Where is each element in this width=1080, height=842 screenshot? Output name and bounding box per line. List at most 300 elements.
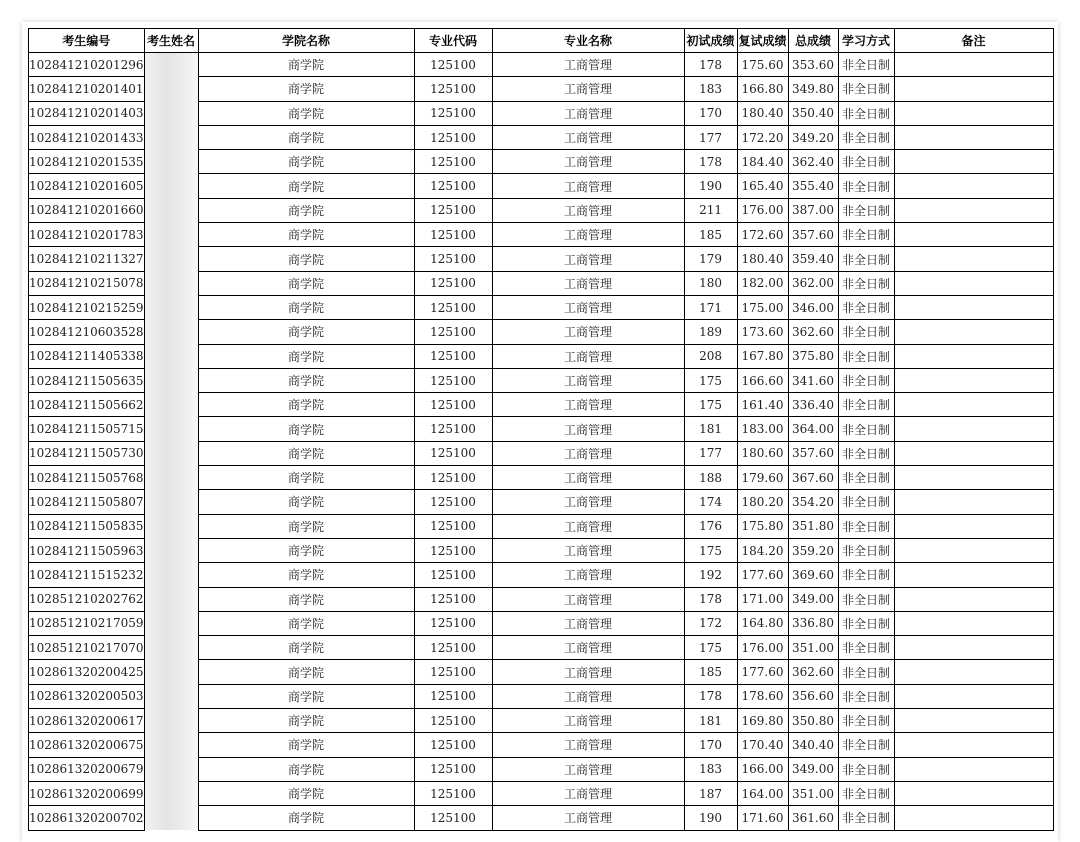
- cell-name-redacted: [144, 806, 198, 830]
- cell-retest-score: 165.40: [737, 174, 788, 198]
- cell-initial-score: 185: [684, 660, 737, 684]
- cell-major-code: 125100: [414, 223, 492, 247]
- cell-study-mode: 非全日制: [838, 538, 894, 562]
- cell-name-redacted: [144, 150, 198, 174]
- cell-name-redacted: [144, 125, 198, 149]
- cell-college: 商学院: [198, 198, 414, 222]
- cell-name-redacted: [144, 514, 198, 538]
- cell-note: [894, 247, 1053, 271]
- table-row: [29, 514, 1054, 538]
- cell-major-name: 工商管理: [492, 466, 684, 490]
- cell-major-code: 125100: [414, 733, 492, 757]
- header-study-mode: 学习方式: [838, 29, 894, 53]
- cell-total-score: 349.20: [788, 125, 838, 149]
- cell-initial-score: 171: [684, 295, 737, 319]
- cell-college: 商学院: [198, 611, 414, 635]
- cell-major-code: 125100: [414, 393, 492, 417]
- cell-exam-id: 102851210202762: [29, 587, 145, 611]
- cell-total-score: 359.40: [788, 247, 838, 271]
- cell-total-score: 346.00: [788, 295, 838, 319]
- cell-retest-score: 183.00: [737, 417, 788, 441]
- cell-major-name: 工商管理: [492, 441, 684, 465]
- cell-college: 商学院: [198, 150, 414, 174]
- header-major-name: 专业名称: [492, 29, 684, 53]
- cell-total-score: 356.60: [788, 684, 838, 708]
- cell-total-score: 357.60: [788, 441, 838, 465]
- cell-study-mode: 非全日制: [838, 684, 894, 708]
- table-row: [29, 660, 1054, 684]
- header-row: [29, 29, 1054, 53]
- cell-initial-score: 183: [684, 757, 737, 781]
- cell-total-score: 351.00: [788, 781, 838, 805]
- cell-retest-score: 171.60: [737, 806, 788, 830]
- cell-college: 商学院: [198, 709, 414, 733]
- cell-major-code: 125100: [414, 587, 492, 611]
- cell-initial-score: 177: [684, 125, 737, 149]
- cell-exam-id: 102861320200675: [29, 733, 145, 757]
- table-row: [29, 636, 1054, 660]
- cell-exam-id: 102841210201296: [29, 53, 145, 77]
- cell-initial-score: 211: [684, 198, 737, 222]
- cell-note: [894, 611, 1053, 635]
- cell-exam-id: 102861320200679: [29, 757, 145, 781]
- cell-name-redacted: [144, 684, 198, 708]
- cell-major-name: 工商管理: [492, 417, 684, 441]
- cell-major-name: 工商管理: [492, 781, 684, 805]
- cell-name-redacted: [144, 709, 198, 733]
- header-note: 备注: [894, 29, 1053, 53]
- cell-total-score: 355.40: [788, 174, 838, 198]
- table-row: [29, 150, 1054, 174]
- cell-study-mode: 非全日制: [838, 295, 894, 319]
- cell-initial-score: 190: [684, 174, 737, 198]
- cell-major-code: 125100: [414, 709, 492, 733]
- cell-total-score: 369.60: [788, 563, 838, 587]
- cell-exam-id: 102851210217059: [29, 611, 145, 635]
- cell-exam-id: 102841210215259: [29, 295, 145, 319]
- cell-college: 商学院: [198, 757, 414, 781]
- cell-major-name: 工商管理: [492, 344, 684, 368]
- cell-name-redacted: [144, 441, 198, 465]
- table-row: [29, 781, 1054, 805]
- cell-college: 商学院: [198, 733, 414, 757]
- cell-retest-score: 166.80: [737, 77, 788, 101]
- cell-name-redacted: [144, 271, 198, 295]
- cell-major-code: 125100: [414, 563, 492, 587]
- cell-name-redacted: [144, 733, 198, 757]
- cell-study-mode: 非全日制: [838, 368, 894, 392]
- cell-note: [894, 320, 1053, 344]
- cell-exam-id: 102851210217070: [29, 636, 145, 660]
- cell-study-mode: 非全日制: [838, 660, 894, 684]
- cell-retest-score: 166.00: [737, 757, 788, 781]
- cell-note: [894, 490, 1053, 514]
- cell-initial-score: 178: [684, 53, 737, 77]
- cell-note: [894, 174, 1053, 198]
- cell-retest-score: 167.80: [737, 344, 788, 368]
- cell-major-name: 工商管理: [492, 660, 684, 684]
- cell-major-code: 125100: [414, 757, 492, 781]
- cell-note: [894, 77, 1053, 101]
- cell-note: [894, 223, 1053, 247]
- cell-total-score: 341.60: [788, 368, 838, 392]
- cell-initial-score: 185: [684, 223, 737, 247]
- cell-retest-score: 166.60: [737, 368, 788, 392]
- cell-name-redacted: [144, 781, 198, 805]
- cell-exam-id: 102861320200617: [29, 709, 145, 733]
- cell-name-redacted: [144, 320, 198, 344]
- cell-initial-score: 172: [684, 611, 737, 635]
- cell-name-redacted: [144, 660, 198, 684]
- table-row: [29, 587, 1054, 611]
- cell-note: [894, 757, 1053, 781]
- cell-retest-score: 177.60: [737, 563, 788, 587]
- cell-major-name: 工商管理: [492, 538, 684, 562]
- cell-retest-score: 175.00: [737, 295, 788, 319]
- cell-total-score: 362.00: [788, 271, 838, 295]
- cell-major-name: 工商管理: [492, 709, 684, 733]
- table-row: [29, 757, 1054, 781]
- cell-major-name: 工商管理: [492, 393, 684, 417]
- cell-study-mode: 非全日制: [838, 441, 894, 465]
- cell-note: [894, 150, 1053, 174]
- cell-study-mode: 非全日制: [838, 587, 894, 611]
- table-row: [29, 53, 1054, 77]
- cell-name-redacted: [144, 53, 198, 77]
- cell-initial-score: 178: [684, 684, 737, 708]
- cell-retest-score: 164.80: [737, 611, 788, 635]
- cell-college: 商学院: [198, 101, 414, 125]
- cell-major-name: 工商管理: [492, 611, 684, 635]
- table-row: [29, 368, 1054, 392]
- cell-major-code: 125100: [414, 77, 492, 101]
- cell-initial-score: 181: [684, 417, 737, 441]
- cell-note: [894, 417, 1053, 441]
- cell-total-score: 387.00: [788, 198, 838, 222]
- cell-major-name: 工商管理: [492, 77, 684, 101]
- cell-total-score: 351.00: [788, 636, 838, 660]
- cell-note: [894, 709, 1053, 733]
- cell-initial-score: 180: [684, 271, 737, 295]
- cell-college: 商学院: [198, 295, 414, 319]
- table-row: [29, 490, 1054, 514]
- cell-college: 商学院: [198, 247, 414, 271]
- cell-major-name: 工商管理: [492, 150, 684, 174]
- cell-retest-score: 164.00: [737, 781, 788, 805]
- cell-name-redacted: [144, 247, 198, 271]
- cell-exam-id: 102841210201783: [29, 223, 145, 247]
- cell-major-code: 125100: [414, 174, 492, 198]
- cell-major-code: 125100: [414, 490, 492, 514]
- cell-college: 商学院: [198, 684, 414, 708]
- cell-note: [894, 441, 1053, 465]
- cell-college: 商学院: [198, 514, 414, 538]
- cell-exam-id: 102841211505835: [29, 514, 145, 538]
- admission-score-table: [28, 28, 1054, 831]
- cell-study-mode: 非全日制: [838, 757, 894, 781]
- cell-name-redacted: [144, 757, 198, 781]
- cell-name-redacted: [144, 490, 198, 514]
- cell-major-name: 工商管理: [492, 490, 684, 514]
- cell-name-redacted: [144, 393, 198, 417]
- cell-study-mode: 非全日制: [838, 393, 894, 417]
- cell-major-name: 工商管理: [492, 514, 684, 538]
- cell-study-mode: 非全日制: [838, 806, 894, 830]
- cell-college: 商学院: [198, 53, 414, 77]
- cell-note: [894, 271, 1053, 295]
- cell-initial-score: 175: [684, 393, 737, 417]
- cell-major-name: 工商管理: [492, 806, 684, 830]
- cell-major-code: 125100: [414, 660, 492, 684]
- cell-total-score: 354.20: [788, 490, 838, 514]
- cell-college: 商学院: [198, 174, 414, 198]
- cell-note: [894, 514, 1053, 538]
- cell-initial-score: 187: [684, 781, 737, 805]
- cell-initial-score: 170: [684, 101, 737, 125]
- cell-exam-id: 102841211505963: [29, 538, 145, 562]
- table-row: [29, 538, 1054, 562]
- table-row: [29, 563, 1054, 587]
- cell-major-name: 工商管理: [492, 101, 684, 125]
- cell-major-name: 工商管理: [492, 757, 684, 781]
- header-initial-score: 初试成绩: [684, 29, 737, 53]
- cell-college: 商学院: [198, 393, 414, 417]
- cell-major-code: 125100: [414, 611, 492, 635]
- header-college: 学院名称: [198, 29, 414, 53]
- cell-exam-id: 102841210201401: [29, 77, 145, 101]
- cell-study-mode: 非全日制: [838, 636, 894, 660]
- cell-exam-id: 102861320200702: [29, 806, 145, 830]
- cell-note: [894, 684, 1053, 708]
- cell-total-score: 362.60: [788, 320, 838, 344]
- cell-major-code: 125100: [414, 271, 492, 295]
- cell-initial-score: 175: [684, 538, 737, 562]
- cell-major-code: 125100: [414, 125, 492, 149]
- cell-major-code: 125100: [414, 344, 492, 368]
- cell-retest-score: 177.60: [737, 660, 788, 684]
- cell-initial-score: 178: [684, 587, 737, 611]
- cell-total-score: 375.80: [788, 344, 838, 368]
- table-row: [29, 295, 1054, 319]
- cell-total-score: 336.80: [788, 611, 838, 635]
- cell-college: 商学院: [198, 466, 414, 490]
- cell-college: 商学院: [198, 125, 414, 149]
- table-row: [29, 320, 1054, 344]
- cell-total-score: 361.60: [788, 806, 838, 830]
- cell-name-redacted: [144, 466, 198, 490]
- cell-note: [894, 344, 1053, 368]
- cell-major-code: 125100: [414, 320, 492, 344]
- cell-major-name: 工商管理: [492, 198, 684, 222]
- cell-study-mode: 非全日制: [838, 320, 894, 344]
- cell-major-name: 工商管理: [492, 174, 684, 198]
- header-major-code: 专业代码: [414, 29, 492, 53]
- cell-exam-id: 102841211505768: [29, 466, 145, 490]
- cell-retest-score: 184.20: [737, 538, 788, 562]
- header-retest-score: 复试成绩: [737, 29, 788, 53]
- cell-college: 商学院: [198, 538, 414, 562]
- cell-exam-id: 102841210201605: [29, 174, 145, 198]
- cell-exam-id: 102841210215078: [29, 271, 145, 295]
- table-row: [29, 709, 1054, 733]
- cell-retest-score: 176.00: [737, 636, 788, 660]
- table-row: [29, 393, 1054, 417]
- cell-major-code: 125100: [414, 806, 492, 830]
- cell-total-score: 362.40: [788, 150, 838, 174]
- cell-name-redacted: [144, 77, 198, 101]
- cell-initial-score: 174: [684, 490, 737, 514]
- cell-study-mode: 非全日制: [838, 514, 894, 538]
- cell-note: [894, 636, 1053, 660]
- cell-retest-score: 182.00: [737, 271, 788, 295]
- cell-note: [894, 295, 1053, 319]
- cell-total-score: 349.00: [788, 587, 838, 611]
- cell-exam-id: 102841211505635: [29, 368, 145, 392]
- table-row: [29, 77, 1054, 101]
- cell-total-score: 336.40: [788, 393, 838, 417]
- table-row: [29, 223, 1054, 247]
- cell-total-score: 349.00: [788, 757, 838, 781]
- cell-initial-score: 175: [684, 368, 737, 392]
- cell-retest-score: 180.40: [737, 101, 788, 125]
- cell-retest-score: 176.00: [737, 198, 788, 222]
- cell-exam-id: 102861320200699: [29, 781, 145, 805]
- cell-initial-score: 189: [684, 320, 737, 344]
- cell-note: [894, 198, 1053, 222]
- table-body: [29, 53, 1054, 831]
- cell-note: [894, 53, 1053, 77]
- cell-retest-score: 184.40: [737, 150, 788, 174]
- cell-note: [894, 587, 1053, 611]
- cell-major-name: 工商管理: [492, 587, 684, 611]
- cell-study-mode: 非全日制: [838, 490, 894, 514]
- cell-note: [894, 563, 1053, 587]
- cell-total-score: 362.60: [788, 660, 838, 684]
- cell-exam-id: 102841211505715: [29, 417, 145, 441]
- cell-retest-score: 161.40: [737, 393, 788, 417]
- cell-initial-score: 175: [684, 636, 737, 660]
- cell-study-mode: 非全日制: [838, 417, 894, 441]
- cell-major-code: 125100: [414, 514, 492, 538]
- cell-major-name: 工商管理: [492, 320, 684, 344]
- cell-note: [894, 393, 1053, 417]
- cell-study-mode: 非全日制: [838, 563, 894, 587]
- cell-study-mode: 非全日制: [838, 611, 894, 635]
- cell-total-score: 353.60: [788, 53, 838, 77]
- cell-college: 商学院: [198, 368, 414, 392]
- cell-study-mode: 非全日制: [838, 125, 894, 149]
- cell-major-name: 工商管理: [492, 247, 684, 271]
- cell-major-name: 工商管理: [492, 223, 684, 247]
- cell-college: 商学院: [198, 660, 414, 684]
- cell-major-code: 125100: [414, 295, 492, 319]
- cell-initial-score: 183: [684, 77, 737, 101]
- cell-note: [894, 101, 1053, 125]
- cell-total-score: 350.80: [788, 709, 838, 733]
- cell-note: [894, 660, 1053, 684]
- cell-study-mode: 非全日制: [838, 733, 894, 757]
- cell-college: 商学院: [198, 417, 414, 441]
- cell-retest-score: 173.60: [737, 320, 788, 344]
- cell-note: [894, 125, 1053, 149]
- cell-study-mode: 非全日制: [838, 101, 894, 125]
- cell-study-mode: 非全日制: [838, 198, 894, 222]
- header-name: 考生姓名: [144, 29, 198, 53]
- cell-major-name: 工商管理: [492, 368, 684, 392]
- cell-college: 商学院: [198, 781, 414, 805]
- cell-college: 商学院: [198, 636, 414, 660]
- cell-name-redacted: [144, 611, 198, 635]
- table-row: [29, 247, 1054, 271]
- cell-total-score: 351.80: [788, 514, 838, 538]
- cell-major-code: 125100: [414, 247, 492, 271]
- cell-name-redacted: [144, 223, 198, 247]
- cell-study-mode: 非全日制: [838, 466, 894, 490]
- cell-exam-id: 102861320200503: [29, 684, 145, 708]
- cell-initial-score: 179: [684, 247, 737, 271]
- cell-exam-id: 102841210211327: [29, 247, 145, 271]
- cell-retest-score: 169.80: [737, 709, 788, 733]
- cell-major-code: 125100: [414, 150, 492, 174]
- table-row: [29, 271, 1054, 295]
- cell-retest-score: 179.60: [737, 466, 788, 490]
- cell-retest-score: 180.40: [737, 247, 788, 271]
- table-row: [29, 441, 1054, 465]
- cell-college: 商学院: [198, 344, 414, 368]
- cell-name-redacted: [144, 174, 198, 198]
- cell-retest-score: 170.40: [737, 733, 788, 757]
- cell-name-redacted: [144, 417, 198, 441]
- cell-college: 商学院: [198, 441, 414, 465]
- cell-exam-id: 102841211505730: [29, 441, 145, 465]
- cell-retest-score: 180.20: [737, 490, 788, 514]
- cell-initial-score: 190: [684, 806, 737, 830]
- cell-retest-score: 175.60: [737, 53, 788, 77]
- cell-study-mode: 非全日制: [838, 247, 894, 271]
- cell-major-code: 125100: [414, 466, 492, 490]
- cell-total-score: 359.20: [788, 538, 838, 562]
- cell-retest-score: 172.60: [737, 223, 788, 247]
- table-row: [29, 174, 1054, 198]
- cell-note: [894, 781, 1053, 805]
- cell-exam-id: 102841211405338: [29, 344, 145, 368]
- cell-major-name: 工商管理: [492, 733, 684, 757]
- cell-major-code: 125100: [414, 101, 492, 125]
- cell-retest-score: 171.00: [737, 587, 788, 611]
- cell-total-score: 367.60: [788, 466, 838, 490]
- cell-retest-score: 178.60: [737, 684, 788, 708]
- cell-retest-score: 180.60: [737, 441, 788, 465]
- cell-exam-id: 102841210201403: [29, 101, 145, 125]
- cell-name-redacted: [144, 563, 198, 587]
- cell-study-mode: 非全日制: [838, 53, 894, 77]
- cell-study-mode: 非全日制: [838, 174, 894, 198]
- cell-study-mode: 非全日制: [838, 344, 894, 368]
- cell-exam-id: 102841210603528: [29, 320, 145, 344]
- cell-college: 商学院: [198, 806, 414, 830]
- cell-initial-score: 192: [684, 563, 737, 587]
- cell-name-redacted: [144, 587, 198, 611]
- cell-exam-id: 102861320200425: [29, 660, 145, 684]
- cell-study-mode: 非全日制: [838, 77, 894, 101]
- cell-college: 商学院: [198, 223, 414, 247]
- cell-total-score: 340.40: [788, 733, 838, 757]
- cell-study-mode: 非全日制: [838, 709, 894, 733]
- cell-name-redacted: [144, 368, 198, 392]
- cell-note: [894, 466, 1053, 490]
- cell-exam-id: 102841211515232: [29, 563, 145, 587]
- cell-major-code: 125100: [414, 781, 492, 805]
